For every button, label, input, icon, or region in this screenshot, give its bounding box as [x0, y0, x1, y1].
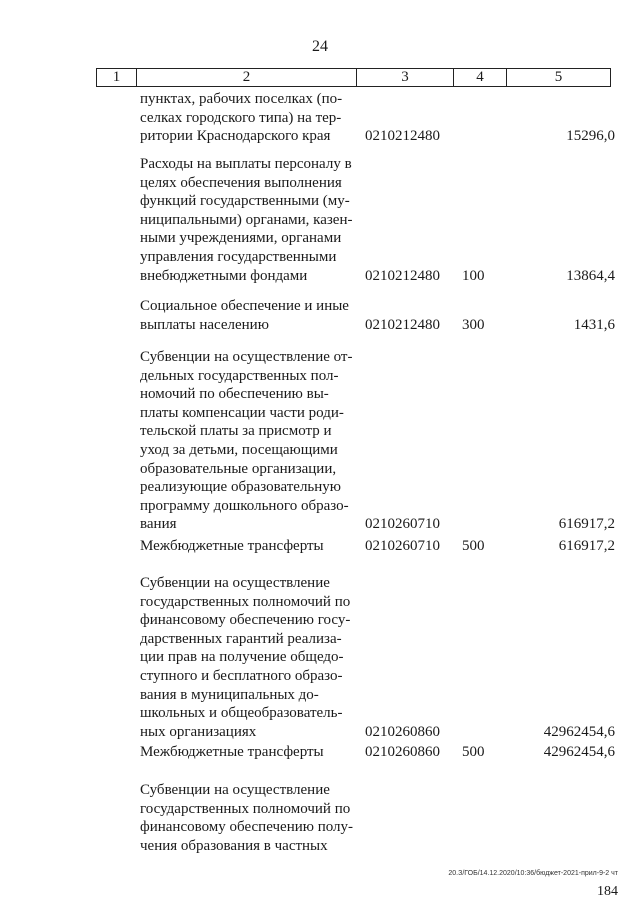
description-line: платы компенсации части роди- — [140, 404, 344, 421]
description-line: функций государственными (му- — [140, 193, 350, 210]
row-target-code: 0210260860 — [365, 723, 440, 740]
description-line: государственных полномочий по — [140, 800, 351, 817]
description-line: номочий по обеспечению вы- — [140, 386, 329, 403]
description-line: ными учреждениями, органами — [140, 230, 342, 247]
description-line: чения образования в частных — [140, 837, 328, 854]
description-line: реализующие образовательную — [140, 479, 341, 496]
row-amount: 13864,4 — [566, 267, 615, 284]
description-line: управления государственными — [140, 248, 337, 265]
description-line: вания в муниципальных до- — [140, 686, 319, 703]
description-line: тельской платы за присмотр и — [140, 423, 332, 440]
row-description — [140, 155, 353, 285]
row-amount: 15296,0 — [566, 128, 615, 145]
row-description — [140, 297, 353, 334]
row-description — [140, 348, 353, 534]
row-target-code: 0210260710 — [365, 516, 440, 533]
description-line: дарственных гарантий реализа- — [140, 630, 342, 647]
description-line: внебюджетными фондами — [140, 267, 308, 284]
description-line: выплаты населению — [140, 316, 269, 333]
header-col-1: 1 — [97, 69, 137, 86]
description-line: ниципальными) органами, казен- — [140, 211, 353, 228]
row-amount: 1431,6 — [573, 316, 615, 333]
row-amount: 616917,2 — [558, 516, 615, 533]
header-col-4: 4 — [454, 69, 507, 86]
row-expense-type: 300 — [462, 316, 485, 333]
table-header — [96, 68, 611, 87]
description-line: целях обеспечения выполнения — [140, 174, 342, 191]
description-line: пунктах, рабочих поселках (по- — [140, 91, 343, 107]
description-line: Межбюджетные трансферты — [140, 744, 324, 760]
description-line: Субвенции на осуществление — [140, 782, 330, 798]
description-line: финансовому обеспечению полу- — [140, 819, 354, 836]
document-footer-id: 20.З/ГОБ/14.12.2020/10:36/бюджет-2021-прил-9-2 чт — [448, 870, 618, 877]
description-line: селках городского типа) на тер- — [140, 109, 342, 126]
description-line: Субвенции на осуществление от- — [140, 349, 353, 365]
header-col-5: 5 — [554, 69, 563, 85]
description-line: школьных и общеобразователь- — [140, 705, 343, 722]
row-description — [140, 574, 353, 741]
row-amount: 42962454,6 — [543, 744, 615, 760]
row-description — [140, 781, 353, 855]
description-line: финансовому обеспечению госу- — [140, 612, 351, 629]
row-description — [140, 743, 353, 762]
row-description — [140, 90, 353, 146]
description-line: дельных государственных пол- — [140, 367, 339, 384]
row-target-code: 0210212480 — [365, 316, 440, 333]
row-target-code: 0210212480 — [365, 128, 440, 145]
header-col-3: 3 — [357, 69, 454, 86]
row-target-code: 0210260860 — [365, 744, 440, 760]
row-target-code: 0210212480 — [365, 267, 440, 284]
description-line: Социальное обеспечение и иные — [140, 298, 349, 314]
row-target-code: 0210260710 — [365, 538, 440, 554]
row-expense-type: 500 — [462, 538, 485, 554]
description-line: ступного и бесплатного образо- — [140, 667, 343, 684]
description-line: ции прав на получение общедо- — [140, 649, 344, 666]
header-col-2: 2 — [137, 69, 357, 86]
description-line: Расходы на выплаты персоналу в — [140, 156, 352, 172]
row-description — [140, 537, 353, 556]
description-line: Субвенции на осуществление — [140, 575, 330, 591]
page-number: 24 — [312, 38, 328, 55]
row-expense-type: 100 — [462, 267, 485, 284]
row-amount: 616917,2 — [558, 538, 615, 554]
description-line: ных организациях — [140, 723, 257, 740]
description-line: уход за детьми, посещающими — [140, 441, 338, 458]
description-line: образовательные организации, — [140, 460, 337, 477]
sheet-number: 184 — [597, 884, 618, 899]
description-line: государственных полномочий по — [140, 593, 351, 610]
description-line: программу дошкольного образо- — [140, 497, 349, 514]
row-expense-type: 500 — [462, 744, 485, 760]
description-line: ритории Краснодарского края — [140, 128, 331, 145]
description-line: Межбюджетные трансферты — [140, 538, 324, 554]
row-amount: 42962454,6 — [543, 723, 615, 740]
description-line: вания — [140, 516, 177, 533]
